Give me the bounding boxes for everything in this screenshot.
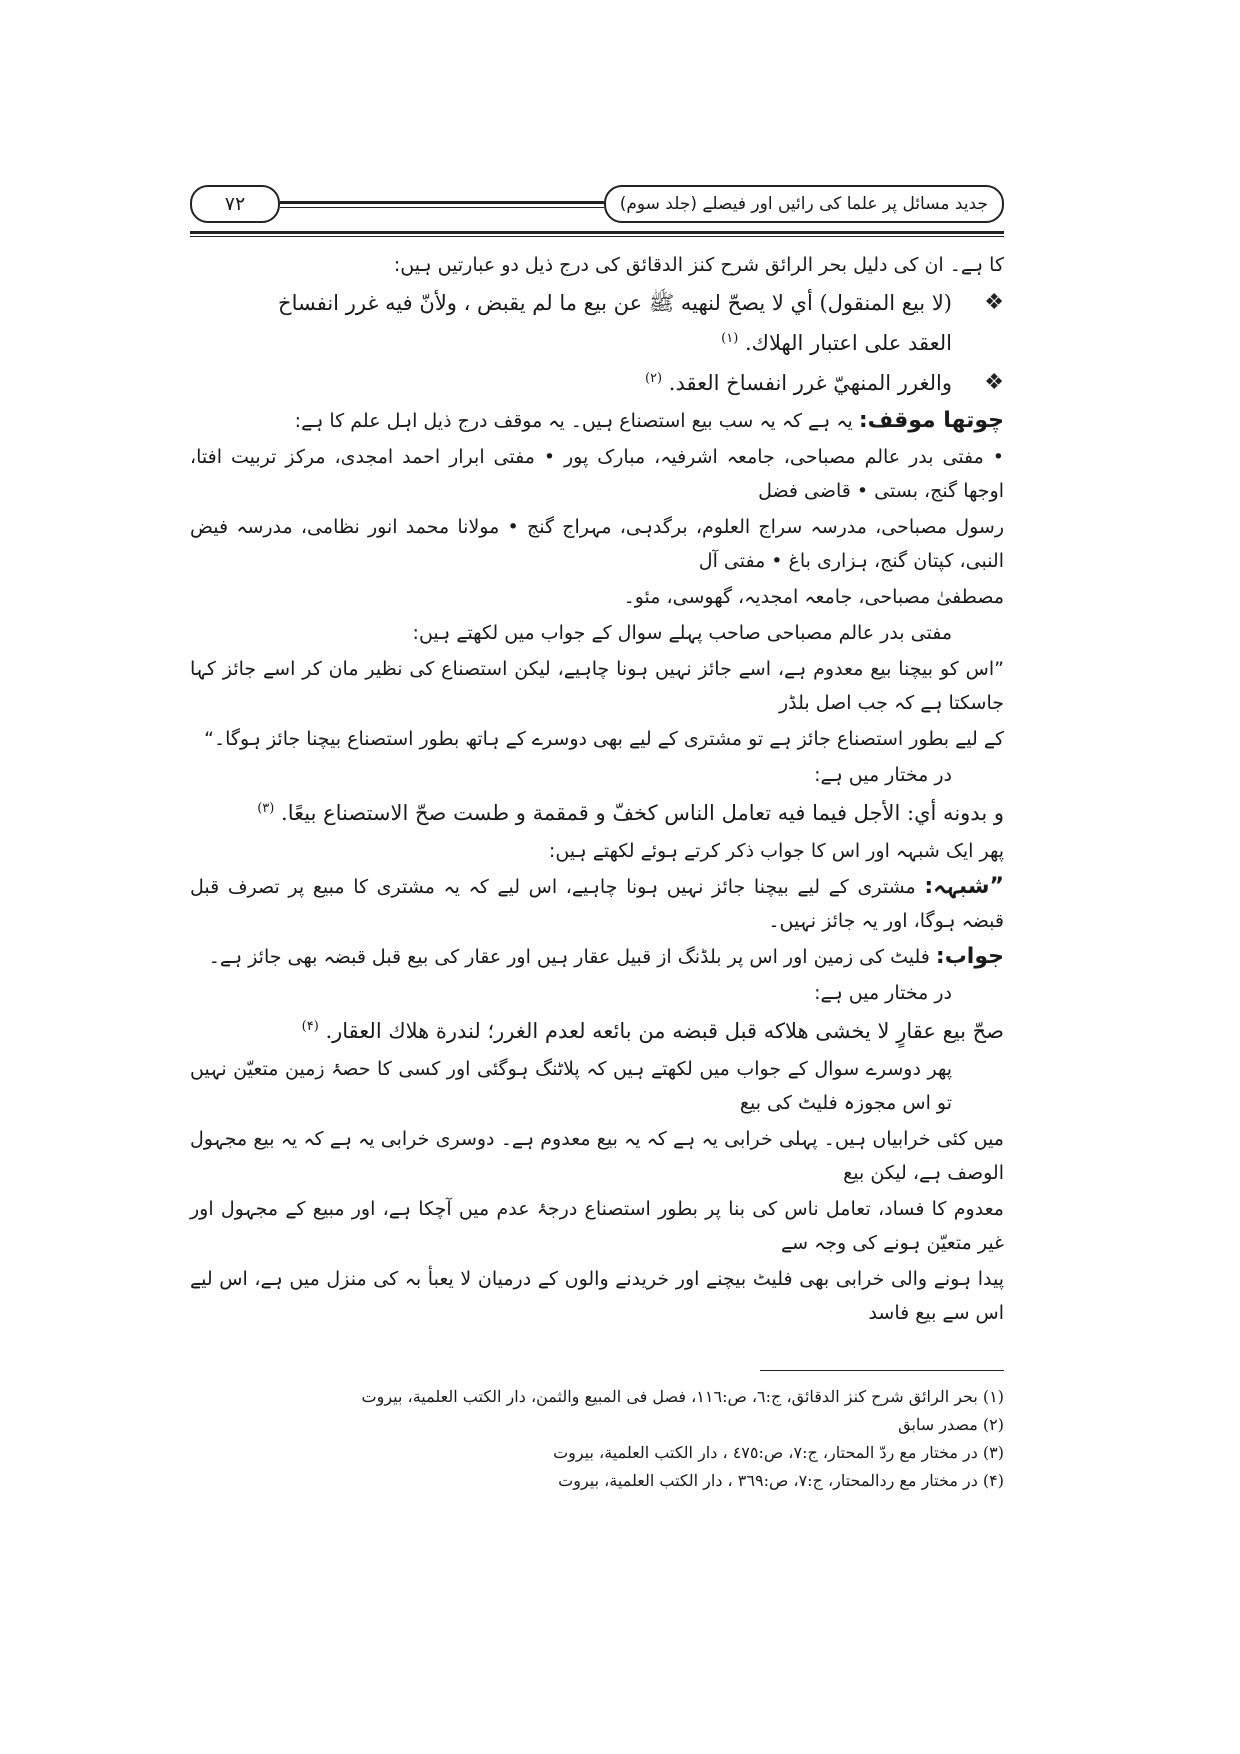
shubha-text: مشتری کے لیے بیچنا جائز نہیں ہونا چاہیے، اس لیے کہ یہ مشتری کا مبیع پر تصرف قبل قبضہ ہوگا، اور یہ جائز نہیں۔ bbox=[190, 876, 1004, 932]
text-line: ”اس کو بیچنا بیع معدوم ہے، اسے جائز نہیں ہونا چاہیے، لیکن استصناع کی نظیر مان کر اسے جائز کہا جاسکتا ہے کہ جب اصل بلڈر bbox=[190, 658, 1004, 714]
text-line: مفتی بدر عالم مصباحی صاحب پہلے سوال کے جواب میں لکھتے ہیں: bbox=[412, 622, 952, 644]
footnote-ref: (۴) bbox=[301, 1019, 319, 1034]
text-line bbox=[190, 940, 1004, 974]
footnote-ref: (۲) bbox=[644, 371, 663, 386]
quote-text: و بدونه أي: الأجل فيما فيه تعامل الناس كخفّ و قمقمة و طست صحّ الاستصناع بيعًا. bbox=[281, 801, 1004, 825]
page-body bbox=[190, 248, 1004, 1495]
shubha-label: ”شبہہ: bbox=[924, 874, 1004, 899]
jawab-label: جواب: bbox=[935, 944, 1004, 969]
bullet-icon: ❖ bbox=[984, 370, 1004, 395]
footnote-divider bbox=[760, 1370, 1004, 1371]
section-heading bbox=[190, 404, 1004, 438]
bullet-text bbox=[190, 284, 952, 364]
text-line: در مختار میں ہے: bbox=[814, 982, 952, 1004]
arabic-quote bbox=[190, 364, 952, 402]
footnote: (۱) بحر الرائق شرح كنز الدقائق، ج:٦، ص:١١٦، فصل فی المبيع والثمن، دار الكتب العلمية، بيروت bbox=[361, 1387, 1004, 1406]
running-header bbox=[190, 185, 1004, 223]
bullet-text bbox=[190, 364, 952, 404]
bullet-item bbox=[190, 364, 1004, 404]
jawab-text: فلیٹ کی زمین اور اس پر بلڈنگ از قبیل عقار ہیں اور عقار کی بیع قبل قبضہ بھی جائز ہے۔ bbox=[208, 946, 930, 968]
quote-text: والغرر المنهيّ غرر انفساخ العقد. bbox=[668, 371, 952, 395]
footnote-ref: (۳) bbox=[257, 801, 275, 816]
footnote: (۴) در مختار مع ردالمحتار، ج:٧، ص:٣٦٩ ، دار الكتب العلمية، بيروت bbox=[558, 1471, 1004, 1490]
footnotes bbox=[190, 1370, 1004, 1495]
heading-label: چوتھا موقف: bbox=[858, 408, 1004, 433]
text-line: در مختار میں ہے: bbox=[814, 764, 952, 786]
footnote: (۳) در مختار مع ردّ المحتار، ج:٧، ص:٤٧٥ ، دار الكتب العلمية، بيروت bbox=[553, 1443, 1004, 1462]
arabic-quote bbox=[190, 324, 952, 362]
text-line bbox=[190, 870, 1004, 938]
header-rule bbox=[190, 231, 1004, 237]
arabic-quote bbox=[190, 794, 1004, 832]
arabic-quote: (لا بيع المنقول) أي لا يصحّ لنهيه ﷺ عن بيع ما لم يقبض ، ولأنّ فيه غرر انفساخ bbox=[278, 291, 952, 315]
bullet-icon: ❖ bbox=[984, 290, 1004, 315]
text-line: پھر ایک شبہہ اور اس کا جواب ذکر کرتے ہوئے لکھتے ہیں: bbox=[548, 840, 1004, 862]
book-title: جدید مسائل پر علما کی رائیں اور فیصلے (جلد سوم) bbox=[604, 185, 1004, 223]
text-line: • مفتی بدر عالم مصباحی، جامعہ اشرفیہ، مبارک پور • مفتی ابرار احمد امجدی، مرکز تربیت افتا، اوجھا گنج، بستی • قاضی فضل bbox=[190, 446, 1004, 502]
text-line: کا ہے۔ ان کی دلیل بحر الرائق شرح کنز الدقائق کی درج ذیل دو عبارتیں ہیں: bbox=[393, 254, 1004, 276]
page-number: ۷۲ bbox=[190, 185, 280, 223]
quote-text: صحّ بيع عقارٍ لا يخشى هلاكه قبل قبضه من بائعه لعدم الغرر؛ لندرة هلاك العقار. bbox=[325, 1019, 1004, 1043]
text-line: پھر دوسرے سوال کے جواب میں لکھتے ہیں کہ پلاٹنگ ہوگئی اور کسی کا حصۂ زمین متعیّن نہیں تو اس مجوزہ فلیٹ کی بیع bbox=[190, 1058, 952, 1114]
text-line: رسول مصباحی، مدرسہ سراج العلوم، برگدہی، مہراج گنج • مولانا محمد انور نظامی، مدرسہ فیض النبی، کپتان گنج، ہزاری باغ • مفتی آل bbox=[190, 516, 1004, 572]
bullet-item bbox=[190, 284, 1004, 364]
header-bar bbox=[280, 201, 604, 208]
arabic-quote bbox=[190, 1012, 1004, 1050]
text-line: میں کئی خرابیاں ہیں۔ پہلی خرابی یہ ہے کہ یہ بیع معدوم ہے۔ دوسری خرابی یہ ہے کہ یہ بیع مجہول الوصف ہے، لیکن بیع bbox=[190, 1128, 1004, 1184]
text-line: معدوم کا فساد، تعامل ناس کی بنا پر بطور استصناع درجۂ عدم میں آچکا ہے، اور مبیع کے مجہول اور غیر متعیّن ہونے کی وجہ سے bbox=[190, 1198, 1004, 1254]
text-line: مصطفیٰ مصباحی، جامعہ امجدیہ، گھوسی، مئو۔ bbox=[623, 586, 1004, 608]
footnote: (۲) مصدر سابق bbox=[898, 1415, 1004, 1434]
text-line: کے لیے بطور استصناع جائز ہے تو مشتری کے لیے بھی دوسرے کے ہاتھ بطور استصناع بیچنا جائز ہوگا۔“ bbox=[204, 728, 1004, 750]
footnote-ref: (۱) bbox=[721, 331, 739, 346]
quote-text: العقد على اعتبار الهلاك. bbox=[744, 331, 952, 355]
text-line: پیدا ہونے والی خرابی بھی فلیٹ بیچنے اور خریدنے والوں کے درمیان لا یعبأ بہ کی منزل میں ہے، اس لیے اس سے بیع فاسد bbox=[190, 1268, 1004, 1324]
heading-text: یہ ہے کہ یہ سب بیع استصناع ہیں۔ یہ موقف درج ذیل اہل علم کا ہے: bbox=[294, 410, 853, 432]
